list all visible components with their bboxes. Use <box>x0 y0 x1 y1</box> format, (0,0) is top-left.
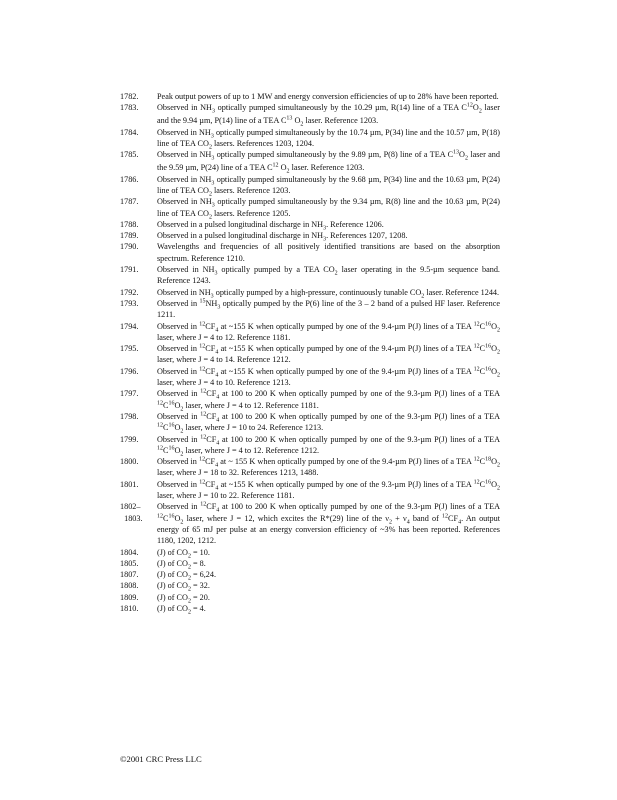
footnote-item <box>120 479 500 502</box>
footnote-number: 1804. <box>120 547 139 557</box>
footnote-number: 1789. <box>120 231 139 241</box>
footnote-text: Observed in $NH_3$ optically pumped simultaneously by the 9.68 µm, P(34) line and the 10.63 µm, P(24) line of TEA $CO_2$ lasers. Reference 1203. <box>157 174 500 198</box>
footnote-number: 1799. <box>120 434 139 444</box>
footnote-number: 1796. <box>120 366 139 376</box>
footnote-number: 1786. <box>120 174 139 184</box>
footnote-item <box>120 603 500 614</box>
footnote-item <box>120 219 500 230</box>
footnote-text: Observed in $NH_3$ optically pumped by a high-pressure, continuously tunable $CO_2$ laser. Reference 1244. <box>157 287 500 300</box>
footnote-text: Observed in $NH_3$ optically pumped simultaneously by the 9.89 µm, P(8) line of a TEA $C^{13}O_2$ laser and the 9.59 µm, P(24) line of a TEA $C^{12}$ $O_2$ laser. Reference 1203. <box>157 149 500 175</box>
footnote-text: Observed in $^{12}CF_4$ at 100 to 200 K when optically pumped by one of the 9.3-µm P(J) lines of a TEA $^{12}C^{16}O_2$ laser, where J = 4 to 12. Reference 1181. <box>157 388 500 413</box>
footnote-item <box>120 287 500 298</box>
footnote-number: 1802– 1803. <box>120 502 143 523</box>
footnote-text: Observed in $^{12}CF_4$ at 100 to 200 K when optically pumped by one of the 9.3-µm P(J) lines of a TEA $^{12}C^{16}O_2$ laser, where J = 4 to 12. Reference 1212. <box>157 433 500 458</box>
footnote-text: Observed in $NH_3$ optically pumped simultaneously by the 10.29 µm, R(14) line of a TEA $C^{12}O_2$ laser and the 9.94 µm, P(14) line of a TEA $C^{13}$ $O_2$ laser. Reference 1203. <box>157 102 500 128</box>
footnote-item <box>120 174 500 197</box>
footnote-item <box>120 196 500 219</box>
footnote-text: Observed in $^{12}CF_4$ at ~ 155 K when optically pumped by one of the 9.4-µm P(J) lines of a TEA $^{12}C^{18}O_2$ laser, where J = 18 to 32. References 1213, 1488. <box>157 456 500 478</box>
footnote-number: 1785. <box>120 150 139 160</box>
copyright-footer: ©2001 CRC Press LLC <box>120 754 202 764</box>
footnote-number: 1798. <box>120 411 139 421</box>
footnote-text: Peak output powers of up to 1 MW and energy conversion efficiencies of up to 28% have been reported. <box>157 92 499 101</box>
footnote-number: 1808. <box>120 581 139 591</box>
footnote-item <box>120 434 500 457</box>
footnote-text: Observed in $^{12}CF_4$ at ~155 K when optically pumped by one of the 9.4-µm P(J) lines of a TEA $^{12}C^{16}O_2$ laser, where J = 4 to 14. Reference 1212. <box>157 343 500 365</box>
footnote-list <box>120 91 500 614</box>
footnote-item <box>120 501 500 546</box>
footnote-item <box>120 388 500 411</box>
footnote-number: 1800. <box>120 457 139 467</box>
footnote-number: 1810. <box>120 603 139 613</box>
footnote-text: Wavelengths and frequencies of all positively identified transitions are based on the absorption spectrum. Reference 1210. <box>157 242 500 263</box>
footnote-number: 1783. <box>120 103 139 113</box>
footnote-number: 1807. <box>120 570 139 580</box>
footnote-text: Observed in $^{15}NH_3$ optically pumped by the P(6) line of the 3 – 2 band of a pulsed HF laser. Reference 1211. <box>157 298 501 320</box>
footnote-number: 1790. <box>120 242 139 252</box>
footnote-number: 1791. <box>120 265 139 275</box>
footnote-text: (J) of $CO_2 = 8$. <box>157 558 206 571</box>
footnote-item <box>120 580 500 594</box>
footnote-item <box>120 411 500 434</box>
footnote-item <box>120 366 500 389</box>
footnote-item <box>120 91 500 102</box>
footnote-text: (J) of $CO_2 = 32$. <box>157 581 210 594</box>
footnote-text: Observed in $^{12}CF_4$ at ~155 K when optically pumped by one of the 9.4-µm P(J) lines of a TEA $^{12}C^{16}O_2$ laser, where J = 4 to 12. Reference 1181. <box>157 320 500 342</box>
footnote-text: Observed in $NH_3$ optically pumped by a TEA $CO_2$ laser operating in the 9.5-µm sequence band. Reference 1243. <box>157 265 500 286</box>
footnote-item <box>120 230 500 241</box>
footnote-number: 1784. <box>120 127 139 137</box>
footnote-item <box>120 547 500 558</box>
footnote-item <box>120 343 500 366</box>
footnote-number: 1801. <box>120 479 139 489</box>
footnote-number: 1788. <box>120 219 139 229</box>
footnote-item <box>120 102 500 126</box>
footnote-text: Observed in $NH_3$ optically pumped simultaneously by the 9.34 µm, R(8) line and the 10.63 µm, P(24) line of TEA $CO_2$ lasers. Reference 1205. <box>157 197 500 221</box>
footnote-item <box>120 241 500 264</box>
footnote-text: Observed in a pulsed longitudinal discharge in $NH_3$. References 1207, 1208. <box>157 231 408 243</box>
footnote-text: (J) of $CO_2 = 4$. <box>157 603 206 616</box>
footnote-text: Observed in $^{12}CF_4$ at ~155 K when optically pumped by one of the 9.3-µm P(J) lines of a TEA $^{12}C^{16}O_2$ laser, where J = 10 to 22. Reference 1181. <box>157 478 500 501</box>
footnote-item <box>120 149 500 173</box>
footnote-text: (J) of $CO_2 = 6,24$. <box>157 570 217 582</box>
footnote-text: (J) of $CO_2 = 20$. <box>157 592 210 605</box>
footnote-text: Observed in $^{12}CF_4$ at 100 to 200 K when optically pumped by one of the 9.3-µm P(J) lines of a TEA $^{12}C^{16}O_2$ laser, where J = 12, which excites the R*(29) line of the $\nu_2 + \nu_4$ band of $^{12}CF_4$. An output energy of 65 mJ per pulse at an energy conversion efficiency of ~3% has been reported. References 1180, 1202, 1212. <box>157 501 500 546</box>
footnote-item <box>120 569 500 580</box>
footnote-item <box>120 456 500 479</box>
footnote-number: 1787. <box>120 197 139 207</box>
footnote-number: 1797. <box>120 389 139 399</box>
footnote-number: 1809. <box>120 592 139 602</box>
footnote-number: 1782. <box>120 92 139 101</box>
footnote-item <box>120 264 500 287</box>
footnote-item <box>120 592 500 603</box>
footnote-item <box>120 558 500 569</box>
footnote-text: Observed in $^{12}CF_4$ at 100 to 200 K when optically pumped by one of the 9.3-µm P(J) lines of a TEA $^{12}C^{16}O_2$ laser, where J = 10 to 24. Reference 1213. <box>157 411 500 435</box>
footnote-text: (J) of $CO_2 = 10$. <box>157 547 210 560</box>
footnote-item <box>120 321 500 344</box>
footnote-text: Observed in $NH_3$ optically pumped simultaneously by the 10.74 µm, P(34) line and the 10.57 µm, P(18) line of TEA $CO_2$ lasers. References 1203, 1204. <box>157 127 500 151</box>
footnote-number: 1792. <box>120 287 139 297</box>
footnote-number: 1794. <box>120 321 139 331</box>
footnote-text: Observed in $^{12}CF_4$ at ~155 K when optically pumped by one of the 9.4-µm P(J) lines of a TEA $^{12}C^{16}O_2$ laser, where J = 4 to 10. Reference 1213. <box>157 366 500 388</box>
footnote-number: 1795. <box>120 344 139 354</box>
footnote-item <box>120 127 500 150</box>
footnote-item <box>120 298 500 321</box>
footnote-text: Observed in a pulsed longitudinal discharge in $NH_3$. Reference 1206. <box>157 219 384 232</box>
footnote-number: 1805. <box>120 558 139 568</box>
footnote-number: 1793. <box>120 298 139 308</box>
